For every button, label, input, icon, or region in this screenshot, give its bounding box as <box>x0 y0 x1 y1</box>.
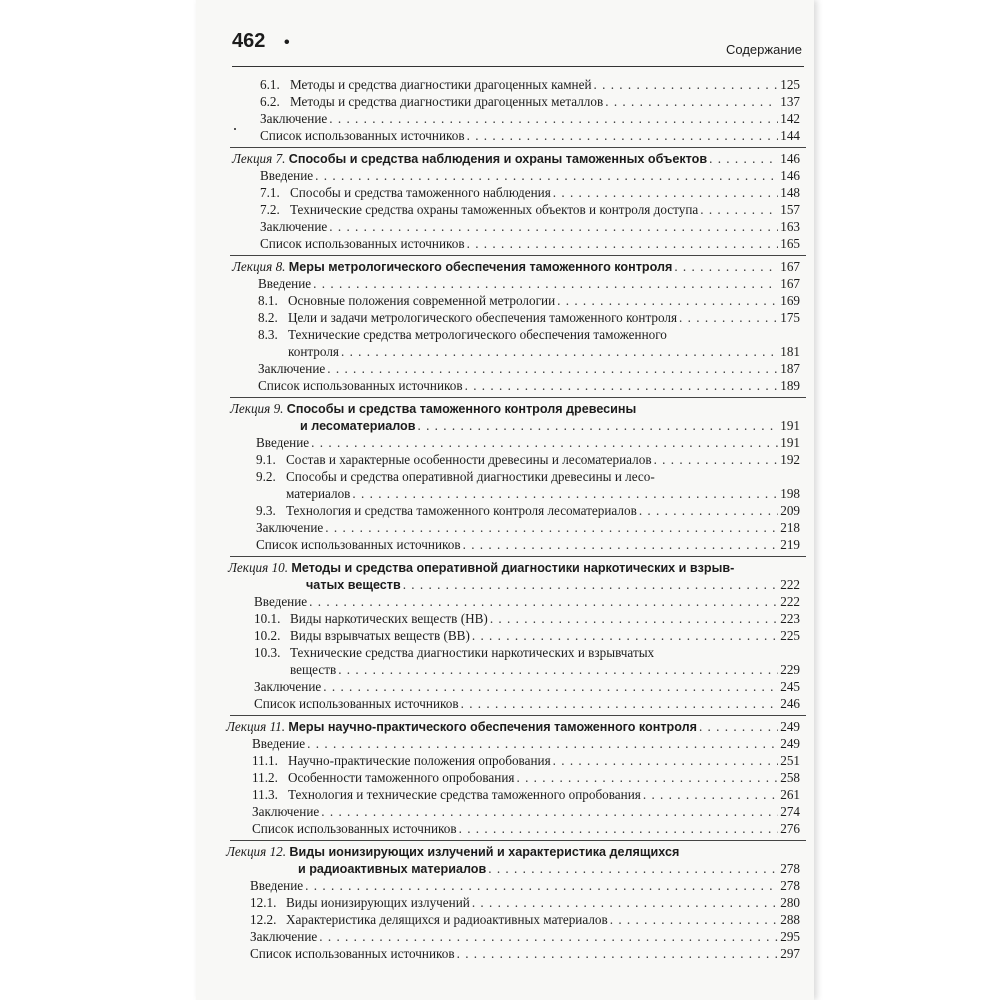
header-rule <box>232 66 804 67</box>
entry-number: 11.3. <box>252 787 278 802</box>
entry-title: Виды взрывчатых веществ (ВВ) <box>290 628 470 643</box>
leader-dots <box>472 627 778 644</box>
leader-dots <box>490 610 778 627</box>
entry-page: 187 <box>780 361 800 376</box>
entry-page: 175 <box>780 310 800 325</box>
entry-page: 142 <box>780 111 800 126</box>
leader-dots <box>553 184 778 201</box>
entry-title: Введение <box>260 168 314 183</box>
leader-dots <box>309 593 778 610</box>
leader-dots <box>594 76 779 93</box>
entry-page: 146 <box>780 151 800 166</box>
toc-entry[interactable] <box>256 536 800 553</box>
leader-dots <box>461 695 779 712</box>
toc-entry[interactable] <box>252 786 800 803</box>
entry-page: 249 <box>780 719 800 734</box>
entry-number: 10.1. <box>254 611 281 626</box>
entry-page: 258 <box>780 770 800 785</box>
leader-dots <box>417 417 778 434</box>
leader-dots <box>674 258 778 275</box>
entry-page: 249 <box>780 736 800 751</box>
lecture-heading[interactable] <box>232 258 800 275</box>
entry-number: 6.1. <box>260 77 280 92</box>
running-head <box>232 30 804 60</box>
lecture-title-cont: и лесоматериалов <box>300 419 416 433</box>
toc-entry[interactable] <box>250 877 800 894</box>
leader-dots <box>679 309 778 326</box>
entry-page: 223 <box>780 611 800 626</box>
toc-entry[interactable] <box>252 735 800 752</box>
toc-entry[interactable] <box>254 627 800 644</box>
toc-entry[interactable] <box>260 127 800 144</box>
stray-mark <box>234 128 236 130</box>
entry-page: 261 <box>780 787 800 802</box>
entry-title: Заключение <box>260 111 328 126</box>
entry-page: 181 <box>780 344 800 359</box>
lecture-title: Способы и средства таможенного контроля древесины <box>286 402 637 416</box>
toc-entry[interactable] <box>250 945 800 962</box>
lecture-title: Меры научно-практического обеспечения таможенного контроля <box>288 720 697 734</box>
leader-dots <box>325 519 778 536</box>
leader-dots <box>459 820 779 837</box>
lecture-divider <box>230 840 806 841</box>
entry-title: Способы и средства таможенного наблюдения <box>290 185 551 200</box>
lecture-heading-line1[interactable] <box>226 843 679 861</box>
leader-dots <box>472 894 778 911</box>
lecture-divider <box>230 556 806 557</box>
entry-title: Особенности таможенного опробования <box>288 770 515 785</box>
lecture-heading[interactable] <box>298 860 800 877</box>
toc-entry[interactable] <box>250 894 800 911</box>
lecture-title: Виды ионизирующих излучений и характеристика делящихся <box>289 845 680 859</box>
leader-dots <box>467 127 779 144</box>
entry-page: 278 <box>780 861 800 876</box>
entry-page: 276 <box>780 821 800 836</box>
toc-entry[interactable] <box>258 292 800 309</box>
entry-number: 8.3. <box>258 327 278 342</box>
entry-page: 144 <box>780 128 800 143</box>
leader-dots <box>709 150 778 167</box>
entry-number: 11.2. <box>252 770 278 785</box>
lecture-heading[interactable] <box>306 576 800 593</box>
entry-page: 225 <box>780 628 800 643</box>
entry-page: 209 <box>780 503 800 518</box>
entry-title: Список использованных источников <box>254 696 459 711</box>
entry-number: 12.2. <box>250 912 277 927</box>
entry-page: 229 <box>780 662 800 677</box>
lecture-label: Лекция 10. <box>228 560 289 575</box>
entry-number: 10.3. <box>254 645 281 660</box>
lecture-title-cont: чатых веществ <box>306 578 401 592</box>
toc-entry[interactable] <box>260 184 800 201</box>
lecture-divider <box>230 715 806 716</box>
lecture-title: Меры метрологического обеспечения таможенного контроля <box>288 260 673 274</box>
entry-title: Заключение <box>250 929 318 944</box>
entry-number: 8.1. <box>258 293 278 308</box>
entry-title: Методы и средства диагностики драгоценных металлов <box>290 94 604 109</box>
toc-entry[interactable] <box>250 928 800 945</box>
lecture-label: Лекция 12. <box>226 844 287 859</box>
entry-page: 192 <box>780 452 800 467</box>
leader-dots <box>315 167 778 184</box>
toc-entry[interactable] <box>252 803 800 820</box>
entry-page: 125 <box>780 77 800 92</box>
lecture-heading-line1[interactable] <box>230 400 636 418</box>
entry-title: Характеристика делящихся и радиоактивных материалов <box>286 912 608 927</box>
entry-page: 251 <box>780 753 800 768</box>
lecture-label: Лекция 8. <box>232 259 286 274</box>
toc-entry[interactable] <box>252 752 800 769</box>
leader-dots <box>352 485 778 502</box>
entry-title: Список использованных источников <box>260 236 465 251</box>
entry-page: 198 <box>780 486 800 501</box>
toc-entry[interactable] <box>250 911 800 928</box>
entry-number: 12.1. <box>250 895 277 910</box>
toc-entry[interactable] <box>260 218 800 235</box>
toc-entry[interactable] <box>258 309 800 326</box>
entry-title: Виды наркотических веществ (НВ) <box>290 611 488 626</box>
entry-page: 219 <box>780 537 800 552</box>
entry-number: 11.1. <box>252 753 278 768</box>
entry-title: Введение <box>252 736 306 751</box>
leader-dots <box>321 803 778 820</box>
entry-page: 146 <box>780 168 800 183</box>
entry-page: 189 <box>780 378 800 393</box>
leader-dots <box>323 678 778 695</box>
lecture-label: Лекция 9. <box>230 401 284 416</box>
entry-title: Технология и технические средства таможенного опробования <box>288 787 641 802</box>
entry-number: 7.1. <box>260 185 280 200</box>
entry-page: 165 <box>780 236 800 251</box>
toc-entry[interactable] <box>260 235 800 252</box>
leader-dots <box>311 434 778 451</box>
entry-title: Заключение <box>260 219 328 234</box>
entry-page: 297 <box>780 946 800 961</box>
entry-title: Основные положения современной метрологии <box>288 293 556 308</box>
lecture-title: Способы и средства наблюдения и охраны таможенных объектов <box>288 152 708 166</box>
entry-page: 245 <box>780 679 800 694</box>
leader-dots <box>699 718 778 735</box>
leader-dots <box>338 661 778 678</box>
toc-entry[interactable] <box>258 377 800 394</box>
entry-page: 288 <box>780 912 800 927</box>
toc-entry[interactable] <box>252 820 800 837</box>
entry-title: Список использованных источников <box>258 378 463 393</box>
entry-number: 7.2. <box>260 202 280 217</box>
lecture-divider <box>230 255 806 256</box>
toc-entry[interactable] <box>260 76 800 93</box>
entry-number: 9.2. <box>256 469 276 484</box>
leader-dots <box>313 275 778 292</box>
section-title: Содержание <box>726 42 802 57</box>
entry-page: 163 <box>780 219 800 234</box>
leader-dots <box>305 877 778 894</box>
leader-dots <box>319 928 778 945</box>
toc-entry[interactable] <box>256 502 800 519</box>
lecture-label: Лекция 7. <box>232 151 286 166</box>
toc-entry[interactable] <box>252 769 800 786</box>
leader-dots <box>605 93 778 110</box>
toc-entry[interactable] <box>260 110 800 127</box>
lecture-title: Методы и средства оперативной диагностики наркотических и взрыв- <box>291 561 735 575</box>
entry-title: Технология и средства таможенного контроля лесоматериалов <box>286 503 637 518</box>
entry-number: 10.2. <box>254 628 281 643</box>
lecture-heading[interactable] <box>226 718 800 735</box>
toc-entry[interactable] <box>256 451 800 468</box>
leader-dots <box>639 502 778 519</box>
entry-title: Введение <box>256 435 310 450</box>
entry-title-cont: веществ <box>290 662 337 677</box>
entry-page: 278 <box>780 878 800 893</box>
toc-entry[interactable] <box>286 485 800 502</box>
entry-title-cont: материалов <box>286 486 351 501</box>
lecture-heading-line1[interactable] <box>228 559 734 577</box>
entry-page: 167 <box>780 259 800 274</box>
entry-title: Введение <box>250 878 304 893</box>
entry-title: Заключение <box>258 361 326 376</box>
toc-entry[interactable] <box>254 678 800 695</box>
entry-title: Заключение <box>252 804 320 819</box>
entry-page: 167 <box>780 276 800 291</box>
leader-dots <box>463 536 779 553</box>
toc-entry[interactable] <box>254 593 800 610</box>
lecture-heading[interactable] <box>232 150 800 167</box>
entry-title: Состав и характерные особенности древесины и лесоматериалов <box>286 452 652 467</box>
entry-title: Методы и средства диагностики драгоценных камней <box>290 77 592 92</box>
toc-entry[interactable] <box>256 434 800 451</box>
leader-dots <box>700 201 778 218</box>
leader-dots <box>457 945 779 962</box>
leader-dots <box>329 110 778 127</box>
entry-page: 191 <box>780 418 800 433</box>
toc-entry-line1[interactable] <box>258 326 667 343</box>
entry-title: Введение <box>254 594 308 609</box>
entry-title: Виды ионизирующих излучений <box>286 895 470 910</box>
entry-title: Научно-практические положения опробования <box>288 753 551 768</box>
toc-entry[interactable] <box>254 610 800 627</box>
entry-number: 9.1. <box>256 452 276 467</box>
leader-dots <box>643 786 778 803</box>
entry-page: 148 <box>780 185 800 200</box>
leader-dots <box>488 860 778 877</box>
toc-entry[interactable] <box>288 343 800 360</box>
entry-title: Технические средства диагностики наркотических и взрывчатых <box>290 645 655 660</box>
page-number: 462 <box>232 30 266 52</box>
entry-page: 246 <box>780 696 800 711</box>
leader-dots <box>465 377 779 394</box>
toc-entry-line1[interactable] <box>254 644 654 661</box>
entry-title: Список использованных источников <box>256 537 461 552</box>
toc-entry[interactable] <box>258 275 800 292</box>
leader-dots <box>654 451 779 468</box>
entry-page: 157 <box>780 202 800 217</box>
entry-page: 295 <box>780 929 800 944</box>
lecture-heading[interactable] <box>300 417 800 434</box>
leader-dots <box>467 235 779 252</box>
entry-title: Технические средства метрологического обеспечения таможенного <box>288 327 667 342</box>
entry-page: 222 <box>780 594 800 609</box>
entry-title: Список использованных источников <box>260 128 465 143</box>
entry-title: Заключение <box>256 520 324 535</box>
toc-entry[interactable] <box>260 93 800 110</box>
lecture-label: Лекция 11. <box>226 719 286 734</box>
leader-dots <box>403 576 779 593</box>
toc-entry[interactable] <box>256 519 800 536</box>
entry-page: 218 <box>780 520 800 535</box>
entry-title: Цели и задачи метрологического обеспечения таможенного контроля <box>288 310 678 325</box>
entry-title-cont: контроля <box>288 344 339 359</box>
lecture-divider <box>230 397 806 398</box>
leader-dots <box>307 735 778 752</box>
leader-dots <box>557 292 778 309</box>
entry-page: 222 <box>780 577 800 592</box>
leader-dots <box>329 218 778 235</box>
entry-number: 9.3. <box>256 503 276 518</box>
entry-page: 169 <box>780 293 800 308</box>
entry-title: Заключение <box>254 679 322 694</box>
toc-entry-line1[interactable] <box>256 468 655 485</box>
toc-entry[interactable] <box>254 695 800 712</box>
entry-page: 137 <box>780 94 800 109</box>
leader-dots <box>610 911 779 928</box>
leader-dots <box>553 752 779 769</box>
book-page <box>196 0 814 1000</box>
entry-number: 6.2. <box>260 94 280 109</box>
leader-dots <box>341 343 778 360</box>
toc-entry[interactable] <box>260 201 800 218</box>
lecture-title-cont: и радиоактивных материалов <box>298 862 487 876</box>
entry-page: 191 <box>780 435 800 450</box>
entry-page: 274 <box>780 804 800 819</box>
entry-title: Список использованных источников <box>250 946 455 961</box>
entry-title: Введение <box>258 276 312 291</box>
entry-number: 8.2. <box>258 310 278 325</box>
toc-entry[interactable] <box>258 360 800 377</box>
entry-title: Технические средства охраны таможенных объектов и контроля доступа <box>290 202 699 217</box>
entry-page: 280 <box>780 895 800 910</box>
toc-entry[interactable] <box>290 661 800 678</box>
header-bullet: • <box>284 34 290 51</box>
entry-title: Способы и средства оперативной диагностики древесины и лесо- <box>286 469 655 484</box>
leader-dots <box>516 769 778 786</box>
leader-dots <box>327 360 778 377</box>
entry-title: Список использованных источников <box>252 821 457 836</box>
toc-entry[interactable] <box>260 167 800 184</box>
lecture-divider <box>230 147 806 148</box>
